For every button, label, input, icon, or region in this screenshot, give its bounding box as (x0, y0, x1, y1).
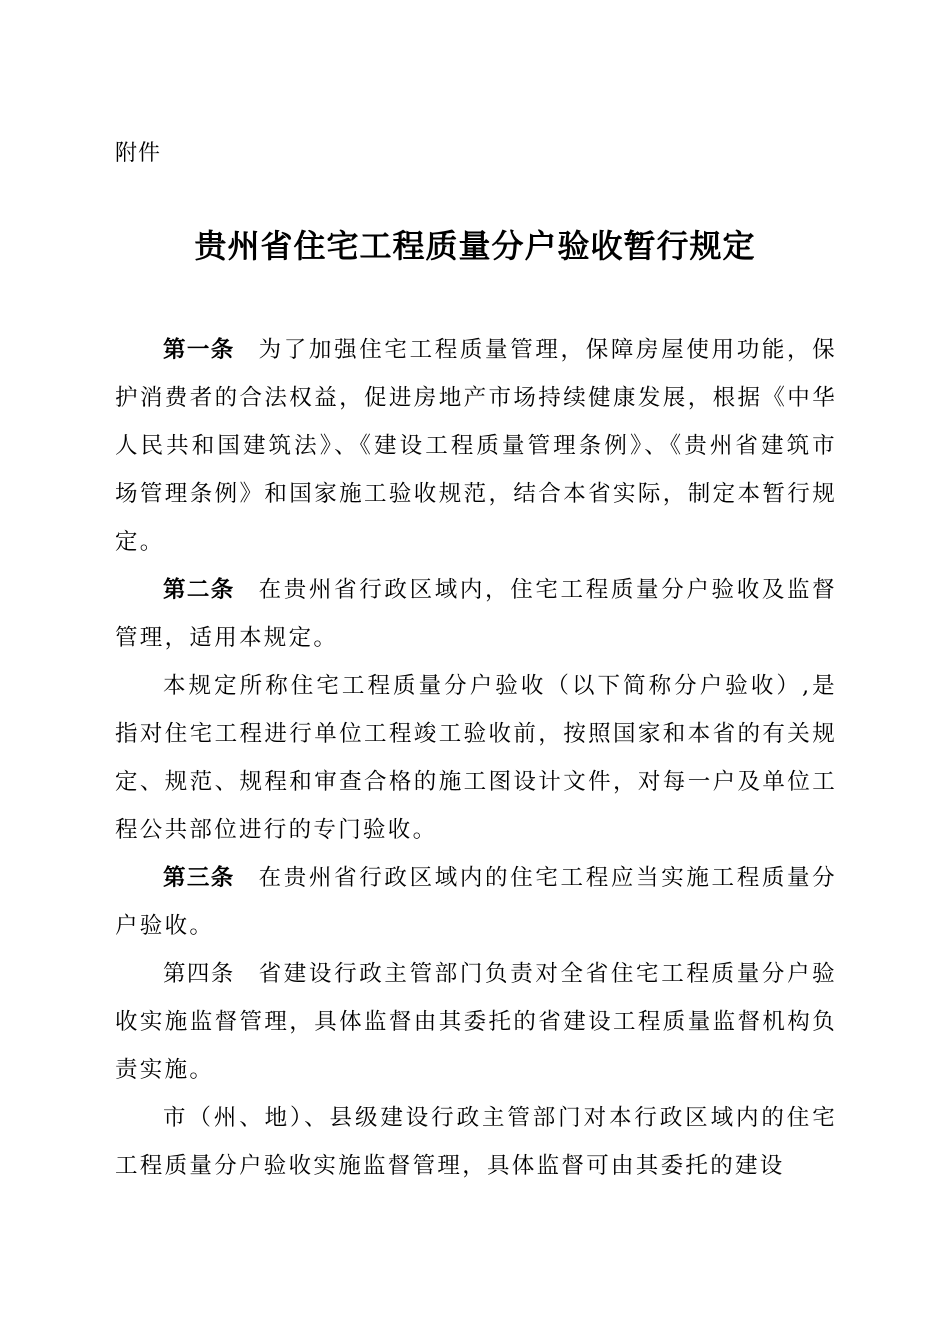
paragraph-text: 省建设行政主管部门负责对全省住宅工程质量分户验收实施监督管理，具体监督由其委托的省建设工程质量监督机构负责实施。 (115, 961, 837, 1083)
attachment-label: 附件 (115, 141, 162, 166)
paragraph-text: 在贵州省行政区域内，住宅工程质量分户验收及监督管理，适用本规定。 (115, 577, 837, 651)
paragraph-local-supervision (115, 1094, 837, 1190)
paragraph-article-2 (115, 566, 837, 662)
paragraph-article-4 (115, 950, 837, 1094)
article-number: 第四条 (163, 961, 235, 987)
paragraph-text: 在贵州省行政区域内的住宅工程应当实施工程质量分户验收。 (115, 865, 837, 939)
article-number: 第二条 (163, 577, 235, 603)
document-body (115, 326, 837, 1190)
paragraph-text: 为了加强住宅工程质量管理，保障房屋使用功能，保护消费者的合法权益，促进房地产市场持续健康发展，根据《中华人民共和国建筑法》、《建设工程质量管理条例》、《贵州省建筑市场管理条例》和国家施工验收规范，结合本省实际，制定本暂行规定。 (115, 337, 837, 555)
document-title: 贵州省住宅工程质量分户验收暂行规定 (194, 227, 756, 265)
paragraph-text: 本规定所称住宅工程质量分户验收（以下简称分户验收）,是指对住宅工程进行单位工程竣工验收前，按照国家和本省的有关规定、规范、规程和审查合格的施工图设计文件，对每一户及单位工程公共部位进行的专门验收。 (115, 673, 837, 843)
paragraph-definition (115, 662, 837, 854)
article-number: 第三条 (163, 865, 235, 891)
article-number: 第一条 (163, 337, 235, 363)
paragraph-article-1 (115, 326, 837, 566)
paragraph-article-3 (115, 854, 837, 950)
paragraph-text: 市（州、地）、县级建设行政主管部门对本行政区域内的住宅工程质量分户验收实施监督管理，具体监督可由其委托的建设 (115, 1105, 837, 1179)
